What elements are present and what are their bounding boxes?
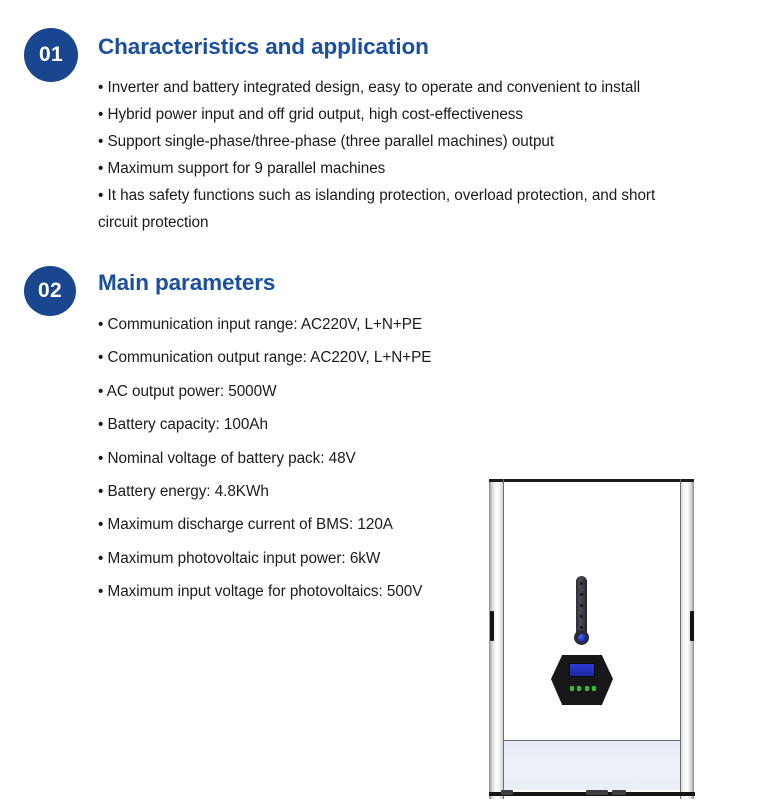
list-item: • Maximum discharge current of BMS: 120A (98, 516, 393, 534)
status-led (577, 686, 581, 691)
unit-right-mount-tab (690, 611, 694, 641)
lcd-display (569, 663, 595, 677)
unit-left-seam (503, 479, 504, 799)
unit-base-connector (612, 790, 626, 795)
list-item: • Support single-phase/three-phase (three parallel machines) output (98, 133, 555, 150)
list-item: • AC output power: 5000W (98, 382, 277, 400)
characteristics-bullet-list (98, 74, 663, 236)
main-parameters-bullet-list (98, 308, 431, 609)
unit-base-connector (501, 790, 513, 795)
list-item: • Inverter and battery integrated design, easy to operate and convenient to install (98, 79, 641, 96)
status-led (592, 686, 596, 691)
list-item: • Communication input range: AC220V, L+N+PE (98, 316, 423, 333)
unit-lower-band (490, 740, 694, 790)
section-title-main-parameters: Main parameters (98, 270, 276, 295)
section-number-badge-01: 01 (24, 28, 78, 82)
section-number-badge-02: 02 (24, 266, 76, 316)
list-item: • Maximum photovoltaic input power: 6kW (98, 549, 381, 567)
list-item: • Hybrid power input and off grid output, high cost-effectiveness (98, 106, 524, 123)
unit-right-rail-cap (680, 479, 694, 482)
unit-left-rail-cap (489, 479, 503, 482)
unit-left-mount-tab (490, 611, 494, 641)
list-item: • Communication output range: AC220V, L+N+PE (98, 349, 432, 367)
list-item: • Battery energy: 4.8KWh (98, 483, 269, 501)
status-led-row (570, 686, 596, 692)
section-title-characteristics: Characteristics and application (98, 34, 429, 59)
status-led (570, 686, 574, 691)
list-item: • Nominal voltage of battery pack: 48V (98, 449, 356, 467)
unit-right-seam (680, 479, 681, 799)
list-item: • Maximum input voltage for photovoltaics: 500V (98, 583, 423, 601)
product-image (470, 470, 710, 812)
list-item: • Maximum support for 9 parallel machines (98, 160, 386, 177)
list-item: • Battery capacity: 100Ah (98, 416, 268, 434)
antenna-indicator-light (578, 634, 586, 642)
status-led (585, 686, 589, 691)
unit-base-connector (586, 790, 608, 795)
list-item: • It has safety functions such as islanding protection, overload protection, and short circuit protection (98, 187, 656, 231)
